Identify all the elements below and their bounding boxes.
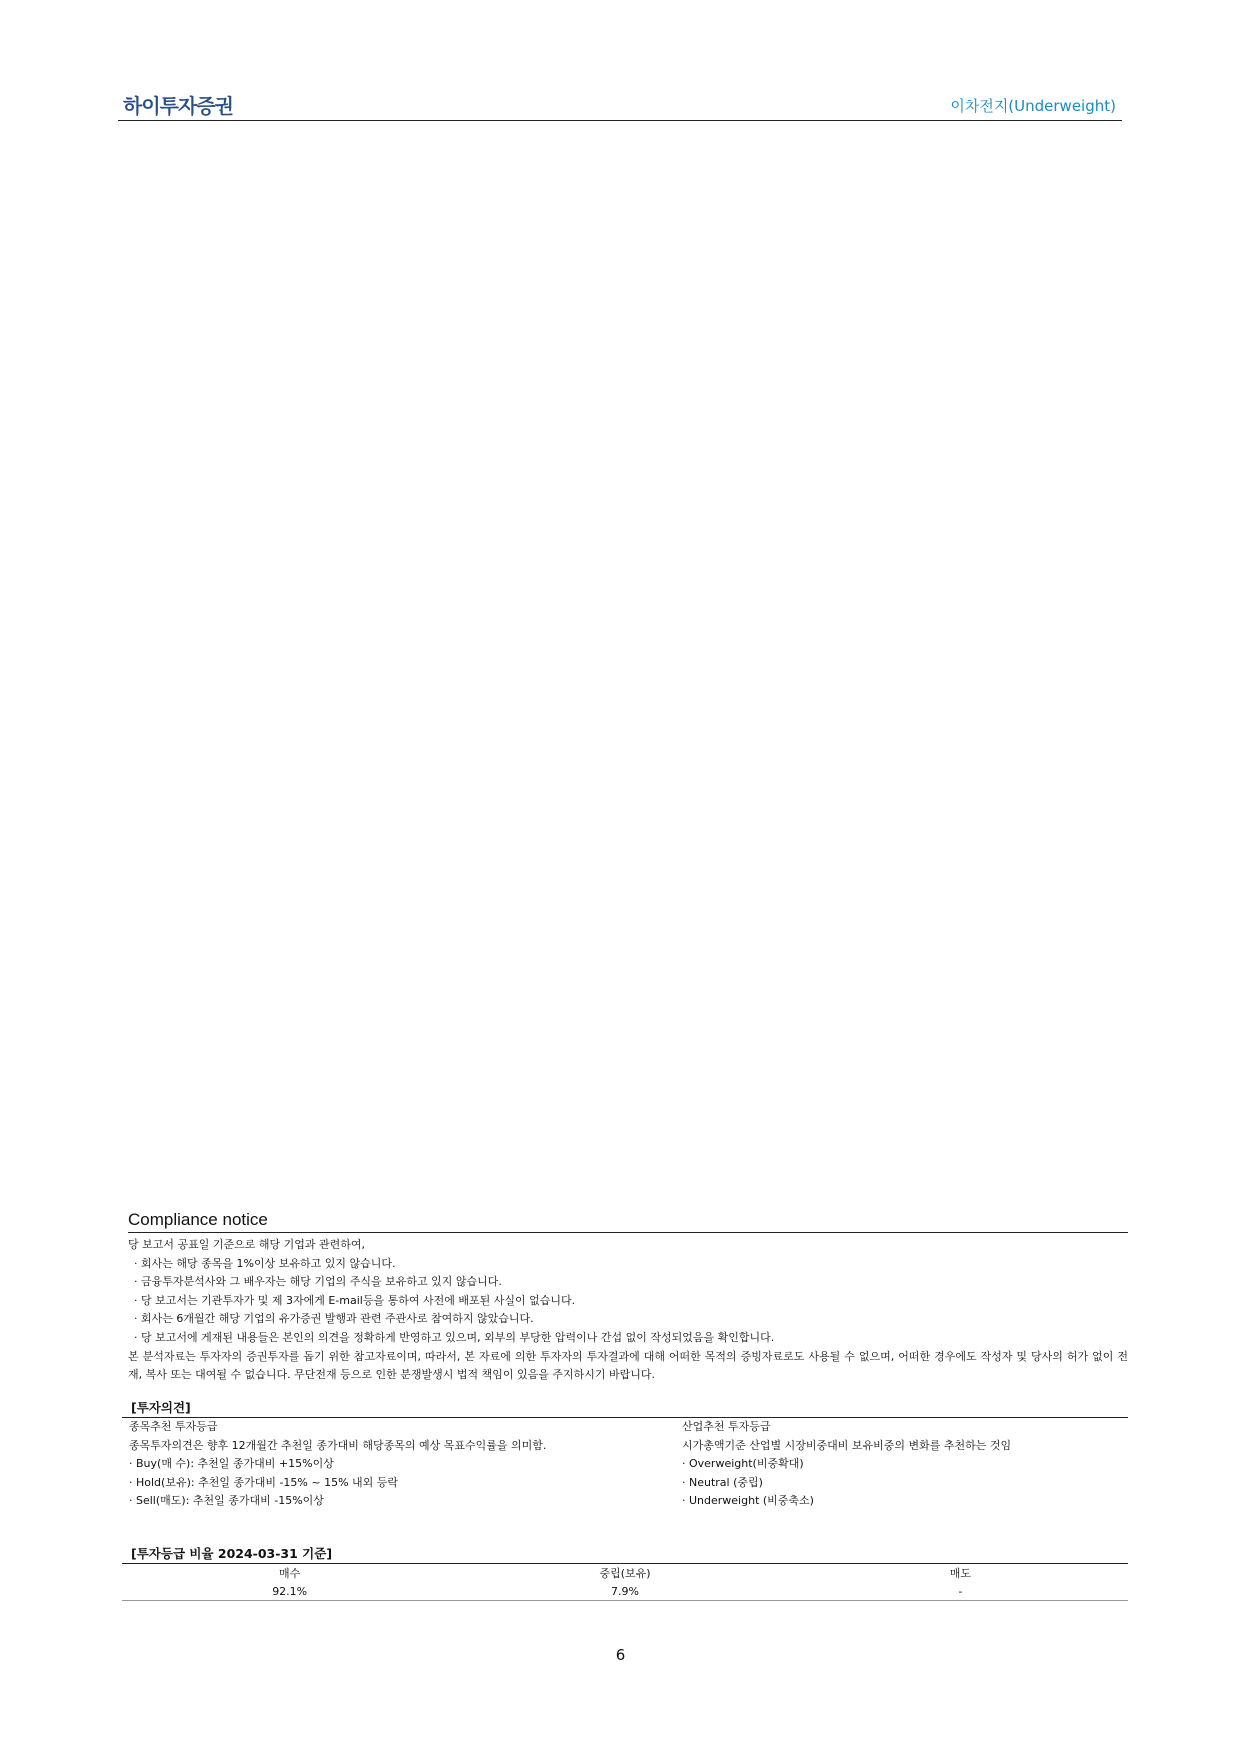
- stock-rating-item: · Sell(매도): 추천일 종가대비 -15%이상: [129, 1494, 324, 1508]
- industry-rating-column: [682, 1418, 1128, 1511]
- investment-opinion-title: [투자의견]: [122, 1398, 1128, 1418]
- compliance-disclaimer: 본 분석자료는 투자자의 증권투자를 돕기 위한 참고자료이며, 따라서, 본 자료에 의한 투자자의 투자결과에 대해 어떠한 목적의 증빙자료로도 사용될 수 없으며, 어떠한 경우에도 작성자 및 당사의 허가 없이 전재, 복사 또는 대여될 수 없습니다. 무단전재 등으로 인한 분쟁발생시 법적 책임이 있음을 주지하시기 바랍니다.: [128, 1349, 1128, 1382]
- rating-ratio-table: [122, 1564, 1128, 1601]
- industry-rating-description: 시가총액기준 산업별 시장비중대비 보유비중의 변화를 추천하는 것임: [682, 1438, 1012, 1452]
- stock-rating-description: 종목투자의견은 향후 12개월간 추천일 종가대비 해당종목의 예상 목표수익률을 의미함.: [129, 1438, 547, 1452]
- industry-rating-item: · Underweight (비중축소): [682, 1494, 814, 1508]
- table-row: [122, 1582, 1128, 1601]
- table-cell: 7.9%: [457, 1582, 792, 1601]
- page-number: 6: [615, 1646, 626, 1664]
- company-logo: 하이투자증권: [123, 94, 233, 118]
- page-header: [118, 88, 1122, 121]
- compliance-bullet: · 회사는 6개월간 해당 기업의 유가증권 발행과 관련 주관사로 참여하지 않았습니다.: [134, 1312, 534, 1326]
- stock-rating-item: · Hold(보유): 추천일 종가대비 -15% ~ 15% 내외 등락: [129, 1475, 399, 1489]
- table-header-row: [122, 1564, 1128, 1582]
- compliance-bullet: · 당 보고서에 게재된 내용들은 본인의 의견을 정확하게 반영하고 있으며, 외부의 부당한 압력이나 간섭 없이 작성되었음을 확인합니다.: [134, 1330, 775, 1344]
- table-cell: -: [793, 1582, 1128, 1601]
- stock-rating-heading: 종목추천 투자등급: [129, 1420, 218, 1433]
- table-header-cell: 중립(보유): [599, 1567, 651, 1580]
- industry-rating-item: · Overweight(비중확대): [682, 1457, 804, 1471]
- investment-opinion-section: [122, 1398, 1128, 1511]
- rating-ratio-section: [122, 1544, 1128, 1601]
- table-header-cell: 매수: [279, 1567, 301, 1580]
- compliance-bullet: · 당 보고서는 기관투자가 및 제 3자에게 E-mail등을 통하여 사전에 배포된 사실이 없습니다.: [134, 1293, 576, 1307]
- compliance-bullet: · 금융투자분석사와 그 배우자는 해당 기업의 주식을 보유하고 있지 않습니다.: [134, 1275, 502, 1289]
- table-cell: 92.1%: [122, 1582, 457, 1601]
- industry-rating-item: · Neutral (중립): [682, 1475, 763, 1489]
- stock-rating-column: [129, 1418, 682, 1511]
- rating-ratio-title: [투자등급 비율 2024-03-31 기준]: [122, 1544, 1128, 1564]
- compliance-notice: [128, 1210, 1128, 1385]
- compliance-title: Compliance notice: [128, 1210, 1128, 1233]
- stock-rating-item: · Buy(매 수): 추천일 종가대비 +15%이상: [129, 1457, 334, 1471]
- table-header-cell: 매도: [949, 1567, 971, 1580]
- compliance-bullet: · 회사는 해당 종목을 1%이상 보유하고 있지 않습니다.: [134, 1256, 396, 1270]
- compliance-intro: 당 보고서 공표일 기준으로 해당 기업과 관련하여,: [128, 1238, 365, 1251]
- industry-rating-heading: 산업추천 투자등급: [682, 1420, 771, 1433]
- report-category: 이차전지(Underweight): [950, 97, 1116, 115]
